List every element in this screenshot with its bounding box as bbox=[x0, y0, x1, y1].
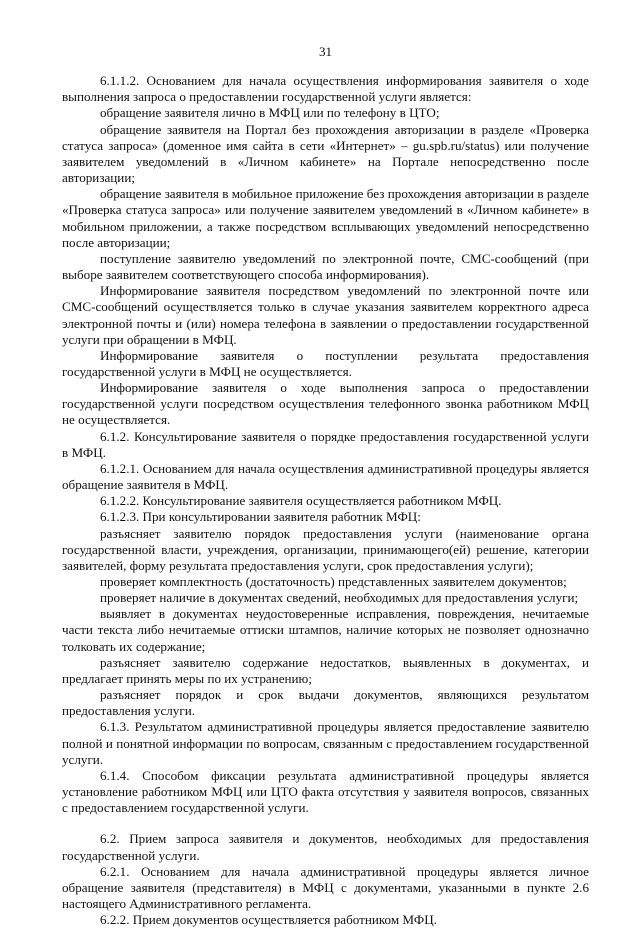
page-number: 31 bbox=[318, 44, 333, 59]
paragraph-mfc-phone: обращение заявителя лично в МФЦ или по телефону в ЦТО; bbox=[100, 105, 440, 121]
paragraph-6-1-4: 6.1.4. Способом фиксации результата административной процедуры является установление работником МФЦ или ЦТО факта отсутствия у заявителя вопросов, связанных с предоставлением государственной услуги. bbox=[62, 767, 589, 816]
paragraph-notify-condition: Информирование заявителя посредством уведомлений по электронной почте или СМС-сообщений осуществляется только в случае указания заявителем корректного адреса электронной почты и (или) номера телефона в заявлении о предоставлении государственной услуги при обращении в МФЦ. bbox=[62, 283, 589, 347]
paragraph-6-1-1-2: 6.1.1.2. Основанием для начала осуществления информирования заявителя о ходе выполнения запроса о предоставлении государственной услуги является: bbox=[62, 73, 589, 105]
paragraph-email-sms: поступление заявителю уведомлений по электронной почте, СМС-сообщений (при выборе заявителем соответствующего способа информирования). bbox=[62, 250, 589, 283]
paragraph-6-1-2-2: 6.1.2.2. Консультирование заявителя осуществляется работником МФЦ. bbox=[100, 493, 502, 509]
paragraph-detects-corrections: выявляет в документах неудостоверенные исправления, повреждения, нечитаемые части текста либо нечитаемые оттиски штампов, наличие которых не позволяет однозначно толковать их содержание; bbox=[62, 606, 589, 654]
paragraph-6-1-3: 6.1.3. Результатом административной процедуры является предоставление заявителю полной и понятной информации по вопросам, связанным с предоставлением государственной услуги. bbox=[62, 719, 589, 767]
paragraph-6-2-2: 6.2.2. Прием документов осуществляется работником МФЦ. bbox=[100, 912, 437, 928]
paragraph-6-1-2-3: 6.1.2.3. При консультировании заявителя работник МФЦ: bbox=[100, 509, 421, 525]
paragraph-6-1-2-1: 6.1.2.1. Основанием для начала осуществления административной процедуры является обращение заявителя в МФЦ. bbox=[62, 460, 589, 493]
paragraph-mobile-app: обращение заявителя в мобильное приложение без прохождения авторизации в разделе «Проверка статуса запроса» или получение заявителем уведомлений в «Личном кабинете» в мобильном приложении, а также посредством всплывающих уведомлений непосредственно после авторизации; bbox=[62, 186, 589, 250]
paragraph-6-1-2: 6.1.2. Консультирование заявителя о порядке предоставления государственной услуги в МФЦ. bbox=[62, 428, 589, 460]
paragraph-checks-completeness: проверяет комплектность (достаточность) представленных заявителем документов; bbox=[100, 574, 567, 589]
paragraph-result-receipt: Информирование заявителя о поступлении результата предоставления государственной услуги в МФЦ не осуществляется. bbox=[62, 347, 589, 379]
paragraph-explains-order: разъясняет заявителю порядок предоставления услуги (наименование органа государственной власти, учреждения, организации, принимающего(ей) решение, категории заявителей, форму результата предоставления услуги, срок предоставления услуги); bbox=[62, 525, 589, 573]
paragraph-explains-deficiencies: разъясняет заявителю содержание недостатков, выявленных в документах, и предлагает принять меры по их устранению; bbox=[62, 654, 589, 686]
paragraph-checks-info: проверяет наличие в документах сведений, необходимых для предоставления услуги; bbox=[100, 590, 579, 606]
paragraph-6-2-1: 6.2.1. Основанием для начала административной процедуры является личное обращение заявителя (представителя) в МФЦ с документами, указанными в пункте 2.6 настоящего Административного регламента. bbox=[62, 863, 589, 911]
paragraph-explains-issuance: разъясняет порядок и срок выдачи документов, являющихся результатом предоставления услуги. bbox=[62, 687, 589, 719]
paragraph-phone-call: Информирование заявителя о ходе выполнения запроса о предоставлении государственной услуги посредством осуществления телефонного звонка работником МФЦ не осуществляется. bbox=[62, 380, 589, 428]
paragraph-portal: обращение заявителя на Портал без прохождения авторизации в разделе «Проверка статуса запроса» (доменное имя сайта в сети «Интернет» – gu.spb.ru/status) или получение заявителем уведомлений в «Личном кабинете» на Портале непосредственно после авторизации; bbox=[62, 121, 589, 186]
paragraph-6-2: 6.2. Прием запроса заявителя и документов, необходимых для предоставления государственной услуги. bbox=[62, 831, 589, 863]
